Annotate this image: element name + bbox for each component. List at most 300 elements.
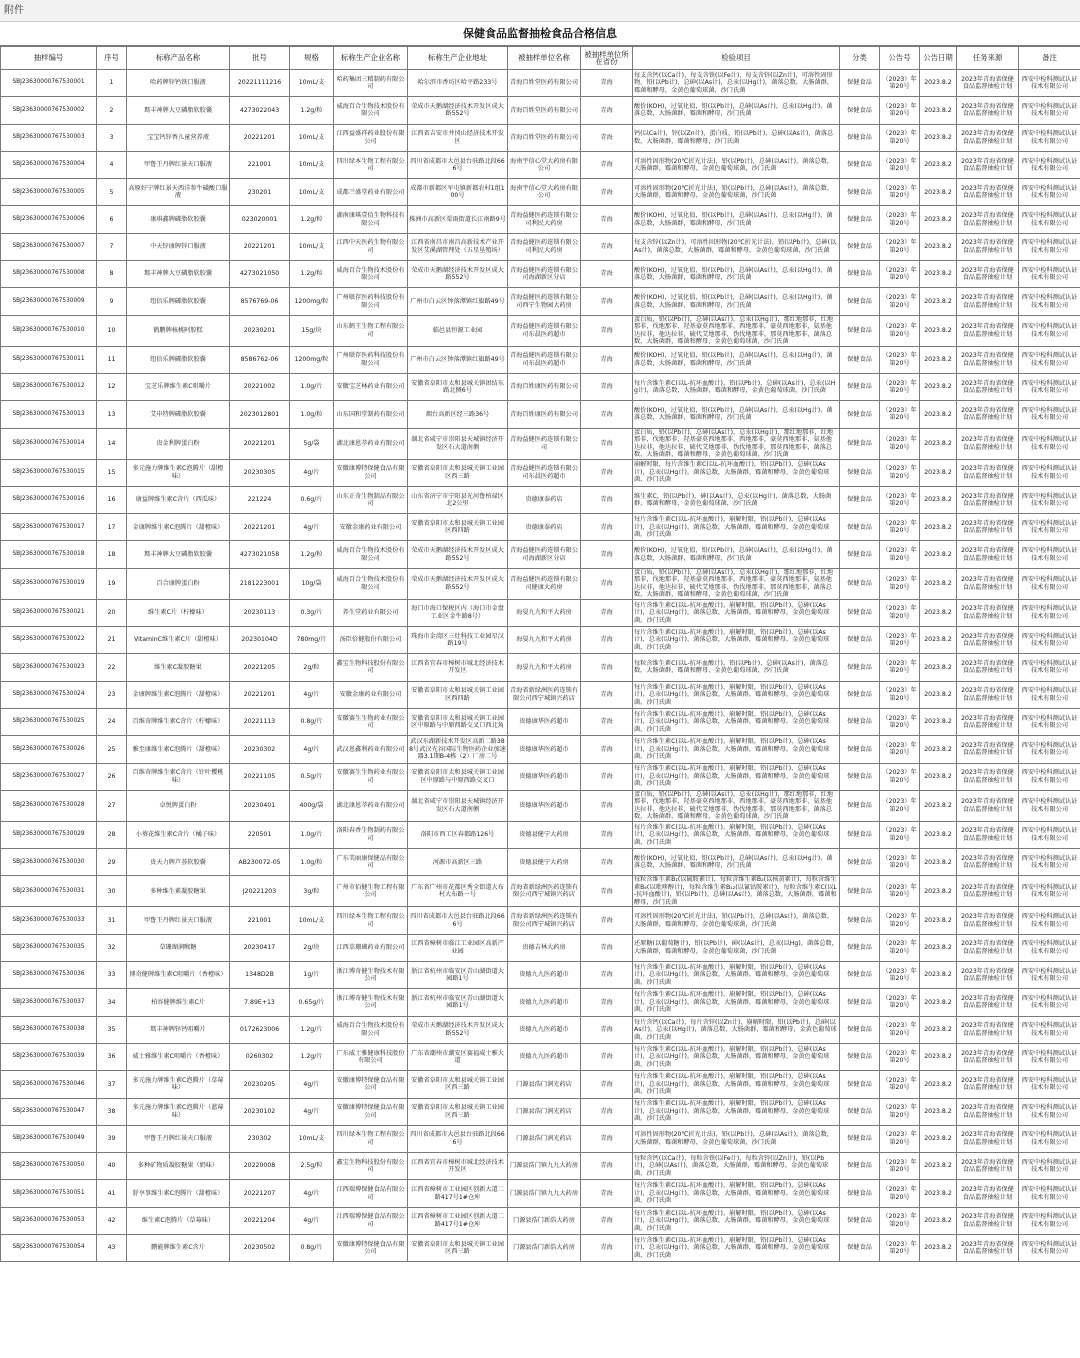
cell-manufacturer-address: 荣成市天鹅湖经济技术开发区成大路552号 <box>408 261 508 288</box>
cell-province: 青海 <box>581 206 633 233</box>
cell-index: 20 <box>97 599 127 626</box>
cell-manufacturer: 湖北康恩萃药业有限公司 <box>334 790 408 821</box>
cell-manufacturer: 浙江博奇健生物技术有限公司 <box>334 962 408 989</box>
cell-category: 保健食品 <box>840 934 880 961</box>
cell-batch: 20221201 <box>230 233 290 260</box>
cell-province: 青海 <box>581 1207 633 1234</box>
cell-remarks: 西安中检科测试认证技术有限公司 <box>1019 821 1080 848</box>
cell-province: 青海 <box>581 1016 633 1043</box>
table-row <box>1 1207 1080 1234</box>
cell-test-items: 每片含维生素C(以L-抗坏血酸计)，崩解时限，铅(以Pb计)，总砷(以As计)，总汞(以Hg计)，菌落总数，大肠菌群，霉菌和酵母，金黄色葡萄球菌，沙门氏菌 <box>633 821 840 848</box>
cell-task-source: 2023年青海省保健食品监督抽检计划 <box>957 315 1019 346</box>
cell-province: 青海 <box>581 568 633 599</box>
cell-sampled-unit: 海晏九九和平大药房 <box>508 654 581 681</box>
cell-category: 保健食品 <box>840 1207 880 1234</box>
cell-remarks: 西安中检科测试认证技术有限公司 <box>1019 346 1080 373</box>
cell-manufacturer: 浙江博奇健生物技术有限公司 <box>334 989 408 1016</box>
cell-task-source: 2023年青海省保健食品监督抽检计划 <box>957 401 1019 428</box>
cell-task-source: 2023年青海省保健食品监督抽检计划 <box>957 627 1019 654</box>
cell-product-name: 草珊瑚润喉糖 <box>127 934 230 961</box>
cell-notice-date: 2023.8.2 <box>920 763 957 790</box>
header-sampled-unit: 被抽样单位名称 <box>508 47 581 70</box>
cell-province: 青海 <box>581 821 633 848</box>
cell-spec: 0.3g/片 <box>290 599 334 626</box>
cell-manufacturer-address: 安徽省阜阳市太和县城关镇工业园区西三路 <box>408 1071 508 1098</box>
cell-manufacturer-address: 烟台高新区经三路36号 <box>408 401 508 428</box>
cell-index: 28 <box>97 821 127 848</box>
cell-product-name: 多元施力牌维生素C泡腾片（甜橙味） <box>127 459 230 486</box>
cell-spec: 1200mg/粒 <box>290 288 334 315</box>
cell-notice-number: （2023）年第20号 <box>880 1016 920 1043</box>
cell-manufacturer-address: 江西省南昌市南昌高新技术产业开发区艾溪湖管理处（五星垦殖场） <box>408 233 508 260</box>
cell-manufacturer: 四川绿本生物工程有限公司 <box>334 1125 408 1152</box>
cell-spec: 10mL/支 <box>290 179 334 206</box>
cell-province: 青海 <box>581 1043 633 1070</box>
cell-province: 青海 <box>581 763 633 790</box>
cell-product-name: 鹏能牌维生素C含片 <box>127 1234 230 1261</box>
cell-province: 青海 <box>581 627 633 654</box>
cell-batch: J20221203 <box>230 876 290 907</box>
cell-notice-date: 2023.8.2 <box>920 233 957 260</box>
cell-category: 保健食品 <box>840 907 880 934</box>
cell-manufacturer-address: 广州市白云区钟落潭镇红旗路49号 <box>408 346 508 373</box>
cell-test-items: 酸价(KOH)，过氧化值，铅(以Pb计)，总砷(以As计)，总汞(以Hg计)，菌落总数，大肠菌群，霉菌和酵母，沙门氏菌 <box>633 541 840 568</box>
cell-sample-id: SBJ23630000767530028 <box>1 790 97 821</box>
cell-product-name: 贵金利牌蛋白粉 <box>127 428 230 459</box>
cell-category: 保健食品 <box>840 486 880 513</box>
cell-sampled-unit: 门源县浩门润光药店 <box>508 1098 581 1125</box>
cell-notice-date: 2023.8.2 <box>920 179 957 206</box>
cell-index: 12 <box>97 373 127 400</box>
cell-manufacturer: 威海百合生物技术股份有限公司 <box>334 261 408 288</box>
cell-test-items: 蛋白质，铅(以Pb计)，总砷(以As计)，总汞(以Hg计)，那红地那非，红地那非，伐地那非，羟基豪莫西地那非，西地那非，豪莫西地那非，氨基他达拉非，他达拉非，硫代艾地那非，伪伐地那非，那莫西地那非，菌落总数，大肠菌群，霉菌和酵母，金黄色葡萄球菌，沙门氏菌 <box>633 315 840 346</box>
cell-index: 23 <box>97 681 127 708</box>
cell-task-source: 2023年青海省保健食品监督抽检计划 <box>957 1153 1019 1180</box>
cell-notice-number: （2023）年第20号 <box>880 821 920 848</box>
cell-notice-number: （2023）年第20号 <box>880 790 920 821</box>
cell-manufacturer: 广东美丽康保健品有限公司 <box>334 849 408 876</box>
cell-category: 保健食品 <box>840 315 880 346</box>
cell-sample-id: SBJ23630000767530014 <box>1 428 97 459</box>
cell-index: 5 <box>97 179 127 206</box>
cell-index: 41 <box>97 1180 127 1207</box>
cell-notice-date: 2023.8.2 <box>920 373 957 400</box>
cell-category: 保健食品 <box>840 346 880 373</box>
cell-sampled-unit: 贵德康华医药超市 <box>508 708 581 735</box>
cell-notice-number: （2023）年第20号 <box>880 151 920 178</box>
cell-spec: 0.8g/片 <box>290 708 334 735</box>
cell-sample-id: SBJ23630000767530011 <box>1 346 97 373</box>
table-row <box>1 599 1080 626</box>
cell-manufacturer-address: 安徽省阜阳市太和县城关镇工业园区中原路与中原西路交叉口西北角 <box>408 708 508 735</box>
cell-manufacturer-address: 江西省宜春市樟树市城北经济技术开发区 <box>408 1153 508 1180</box>
cell-test-items: 每支含锌(以Zn计)，可溶性固形物(20℃折光计法)，铅(以Pb计)，总砷(以As计)，菌落总数，大肠菌群，霉菌和酵母，金黄色葡萄球菌，沙门氏菌 <box>633 233 840 260</box>
cell-spec: 4g/片 <box>290 1207 334 1234</box>
cell-notice-date: 2023.8.2 <box>920 486 957 513</box>
cell-test-items: 可溶性固形物(20℃折光计法)，铅(以Pb计)，总砷(以As计)，菌落总数，大肠菌群，霉菌和酵母，金黄色葡萄球菌，沙门氏菌 <box>633 1125 840 1152</box>
cell-sampled-unit: 贵德康泰药店 <box>508 514 581 541</box>
cell-test-items: 酸价(KOH)，过氧化值，铅(以Pb计)，总砷(以As计)，总汞(以Hg计)，菌落总数，大肠菌群，霉菌和酵母，沙门氏菌 <box>633 97 840 124</box>
cell-spec: 1g/片 <box>290 962 334 989</box>
header-manufacturer: 标称生产企业名称 <box>334 47 408 70</box>
cell-product-name: 小葵花维生素C含片（橘子味） <box>127 821 230 848</box>
cell-test-items: 每片含维生素C(以L-抗坏血酸计)，崩解时限，铅(以Pb计)，总砷(以As计)，总汞(以Hg计)，菌落总数，大肠菌群，霉菌和酵母，金黄色葡萄球菌，沙门氏菌 <box>633 681 840 708</box>
cell-spec: 10mL/支 <box>290 1125 334 1152</box>
cell-category: 保健食品 <box>840 1125 880 1152</box>
cell-index: 17 <box>97 514 127 541</box>
cell-province: 青海 <box>581 1071 633 1098</box>
cell-product-name: 多种矿物质凝胶糖果（奶味） <box>127 1153 230 1180</box>
cell-sampled-unit: 门源县浩门润光药店 <box>508 1125 581 1152</box>
cell-task-source: 2023年青海省保健食品监督抽检计划 <box>957 124 1019 151</box>
cell-remarks: 西安中检科测试认证技术有限公司 <box>1019 849 1080 876</box>
cell-batch: AB230072-05 <box>230 849 290 876</box>
cell-sample-id: SBJ23630000767530012 <box>1 373 97 400</box>
cell-test-items: 钙(以Ca计)，锌(以Zn计)，蛋白质，铅(以Pb计)，总砷(以As计)，菌落总数，大肠菌群，霉菌和酵母，沙门氏菌 <box>633 124 840 151</box>
cell-test-items: 酸价(KOH)，过氧化值，铅(以Pb计)，总砷(以As计)，总汞(以Hg计)，菌落总数，大肠菌群，霉菌和酵母，沙门氏菌 <box>633 206 840 233</box>
header-manufacturer-address: 标称生产企业地址 <box>408 47 508 70</box>
cell-remarks: 西安中检科测试认证技术有限公司 <box>1019 70 1080 97</box>
cell-product-name: 甲鲁王丹牌红景天口服液 <box>127 907 230 934</box>
table-row <box>1 1098 1080 1125</box>
cell-batch: 20230305 <box>230 459 290 486</box>
cell-product-name: 哈药牌锌钙铁口服液 <box>127 70 230 97</box>
cell-task-source: 2023年青海省保健食品监督抽检计划 <box>957 1125 1019 1152</box>
cell-remarks: 西安中检科测试认证技术有限公司 <box>1019 876 1080 907</box>
cell-manufacturer-address: 广东省广州市花都区秀全街道大布村大布路一号 <box>408 876 508 907</box>
cell-province: 青海 <box>581 179 633 206</box>
cell-notice-date: 2023.8.2 <box>920 514 957 541</box>
cell-province: 青海 <box>581 315 633 346</box>
table-row <box>1 790 1080 821</box>
cell-test-items: 每片含维生素C(以L-抗坏血酸计)，崩解时限，铅(以Pb计)，总砷(以As计)，总汞(以Hg计)，菌落总数，大肠菌群，霉菌和酵母，金黄色葡萄球菌，沙门氏菌 <box>633 1071 840 1098</box>
table-header-row <box>1 47 1080 70</box>
cell-sample-id: SBJ23630000767530005 <box>1 179 97 206</box>
cell-product-name: 博奇健牌维生素C咀嚼片（香橙味） <box>127 962 230 989</box>
cell-test-items: 每粒含维生素C(以L-抗坏血酸计)，铅(以Pb计)，总砷(以As计)，菌落总数，大肠菌群，霉菌和酵母，金黄色葡萄球菌，沙门氏菌 <box>633 654 840 681</box>
cell-spec: 10g/袋 <box>290 568 334 599</box>
cell-task-source: 2023年青海省保健食品监督抽检计划 <box>957 70 1019 97</box>
cell-test-items: 每片含维生素C(以L-抗坏血酸计)，崩解时限，铅(以Pb计)，总砷(以As计)，总汞(以Hg计)，菌落总数，大肠菌群，霉菌和酵母，金黄色葡萄球菌，沙门氏菌 <box>633 1043 840 1070</box>
cell-task-source: 2023年青海省保健食品监督抽检计划 <box>957 654 1019 681</box>
cell-remarks: 西安中检科测试认证技术有限公司 <box>1019 233 1080 260</box>
table-row <box>1 401 1080 428</box>
cell-province: 青海 <box>581 849 633 876</box>
cell-sampled-unit: 青海益健医药连锁有限公司东晨医药超市 <box>508 315 581 346</box>
cell-sampled-unit: 青海益健医药连锁有限公司西宁生物园大药房 <box>508 288 581 315</box>
cell-manufacturer-address: 洛阳市西工区春都路126号 <box>408 821 508 848</box>
cell-province: 青海 <box>581 261 633 288</box>
table-row <box>1 288 1080 315</box>
cell-manufacturer: 安徽康博特保健食品有限公司 <box>334 1098 408 1125</box>
cell-sample-id: SBJ23630000767530003 <box>1 124 97 151</box>
cell-remarks: 西安中检科测试认证技术有限公司 <box>1019 459 1080 486</box>
cell-notice-number: （2023）年第20号 <box>880 97 920 124</box>
cell-spec: 0.8g/片 <box>290 1234 334 1261</box>
cell-task-source: 2023年青海省保健食品监督抽检计划 <box>957 989 1019 1016</box>
cell-manufacturer-address: 安徽省阜阳市太和县城关镇工业园区西三路 <box>408 1098 508 1125</box>
cell-category: 保健食品 <box>840 151 880 178</box>
cell-batch: 20230102 <box>230 1098 290 1125</box>
cell-sample-id: SBJ23630000767530006 <box>1 206 97 233</box>
cell-test-items: 每片含维生素C(以L-抗坏血酸计)，崩解时限，铅(以Pb计)，总砷(以As计)，总汞(以Hg计)，菌落总数，大肠菌群，霉菌和酵母，金黄色葡萄球菌，沙门氏菌 <box>633 989 840 1016</box>
cell-spec: 1.2g/粒 <box>290 206 334 233</box>
cell-index: 8 <box>97 261 127 288</box>
cell-province: 青海 <box>581 97 633 124</box>
cell-notice-date: 2023.8.2 <box>920 428 957 459</box>
cell-category: 保健食品 <box>840 401 880 428</box>
cell-notice-date: 2023.8.2 <box>920 989 957 1016</box>
cell-manufacturer: 广州市佰健生物工程有限公司 <box>334 876 408 907</box>
cell-product-name: 甲鲁王丹牌红景天口服液 <box>127 1125 230 1152</box>
cell-spec: 1.2g/片 <box>290 1043 334 1070</box>
table-row <box>1 459 1080 486</box>
cell-task-source: 2023年青海省保健食品监督抽检计划 <box>957 541 1019 568</box>
cell-manufacturer: 江西草珊瑚药业有限公司 <box>334 934 408 961</box>
cell-category: 保健食品 <box>840 763 880 790</box>
cell-manufacturer-address: 江西省樟树市工业园区创新大道二路417号1#仓库 <box>408 1207 508 1234</box>
cell-notice-number: （2023）年第20号 <box>880 70 920 97</box>
cell-category: 保健食品 <box>840 849 880 876</box>
cell-sampled-unit: 贵德吉林大药房 <box>508 934 581 961</box>
cell-product-name: 高原好宁牌红景天西洋参牛磺酸口服液 <box>127 179 230 206</box>
cell-spec: 4g/片 <box>290 1098 334 1125</box>
cell-notice-date: 2023.8.2 <box>920 1071 957 1098</box>
cell-notice-number: （2023）年第20号 <box>880 1098 920 1125</box>
cell-manufacturer-address: 浙江省杭州市临安区青山湖街道大园路1号 <box>408 962 508 989</box>
cell-sample-id: SBJ23630000767530038 <box>1 1016 97 1043</box>
cell-sampled-unit: 门源县浩门镇九九大药房 <box>508 1180 581 1207</box>
cell-remarks: 西安中检科测试认证技术有限公司 <box>1019 1153 1080 1180</box>
cell-manufacturer-address: 江西省樟树市临江工业园区高新产业园 <box>408 934 508 961</box>
cell-sample-id: SBJ23630000767530004 <box>1 151 97 178</box>
cell-batch: 20230302 <box>230 736 290 763</box>
cell-sample-id: SBJ23630000767530008 <box>1 261 97 288</box>
cell-sampled-unit: 青海益健医药连锁有限公司健康大药房 <box>508 568 581 599</box>
cell-sample-id: SBJ23630000767530047 <box>1 1098 97 1125</box>
cell-spec: 4g/片 <box>290 459 334 486</box>
cell-notice-number: （2023）年第20号 <box>880 346 920 373</box>
cell-manufacturer-address: 湖北省咸宁市崇阳县天城镇经济开发区石大道南侧 <box>408 790 508 821</box>
cell-category: 保健食品 <box>840 876 880 907</box>
header-remarks: 备注 <box>1019 47 1080 70</box>
cell-manufacturer: 哈药集团三精制药有限公司 <box>334 70 408 97</box>
cell-product-name: 金康牌维生素C泡腾片（甜橙味） <box>127 514 230 541</box>
cell-sampled-unit: 门源县浩门新浩大药房 <box>508 1207 581 1234</box>
cell-manufacturer-address: 荣成市天鹅湖经济技术开发区成大路552号 <box>408 568 508 599</box>
table-body <box>1 70 1080 1262</box>
cell-sampled-unit: 贵德九九医药超市 <box>508 1016 581 1043</box>
table-row <box>1 1043 1080 1070</box>
cell-spec: 4g/片 <box>290 1180 334 1207</box>
cell-task-source: 2023年青海省保健食品监督抽检计划 <box>957 681 1019 708</box>
cell-province: 青海 <box>581 989 633 1016</box>
cell-sample-id: SBJ23630000767530050 <box>1 1153 97 1180</box>
cell-sampled-unit: 青海益健医药连锁有限公司利民大药房 <box>508 206 581 233</box>
cell-batch: 221001 <box>230 907 290 934</box>
cell-test-items: 可溶性固形物(20℃折光计法)，铅(以Pb计)，总砷(以As计)，菌落总数，大肠菌群，霉菌和酵母，金黄色葡萄球菌，沙门氏菌 <box>633 179 840 206</box>
cell-product-name: 艾申特牌磷脂软胶囊 <box>127 401 230 428</box>
cell-notice-number: （2023）年第20号 <box>880 459 920 486</box>
cell-spec: 0.6g/片 <box>290 486 334 513</box>
cell-index: 7 <box>97 233 127 260</box>
cell-notice-number: （2023）年第20号 <box>880 568 920 599</box>
cell-manufacturer: 成都兰盛堂药业有限公司 <box>334 179 408 206</box>
cell-notice-date: 2023.8.2 <box>920 821 957 848</box>
cell-manufacturer-address: 安徽省阜阳市太和县城关镇团结东路北侧6号 <box>408 373 508 400</box>
cell-notice-date: 2023.8.2 <box>920 97 957 124</box>
cell-spec: 4g/片 <box>290 1071 334 1098</box>
cell-sampled-unit: 门源县浩门镇九九大药房 <box>508 1153 581 1180</box>
cell-task-source: 2023年青海省保健食品监督抽检计划 <box>957 233 1019 260</box>
cell-remarks: 西安中检科测试认证技术有限公司 <box>1019 514 1080 541</box>
cell-category: 保健食品 <box>840 1234 880 1261</box>
cell-province: 青海 <box>581 1098 633 1125</box>
cell-product-name: 金康牌维生素C泡腾片（甜橙味） <box>127 681 230 708</box>
table-row <box>1 907 1080 934</box>
cell-manufacturer: 江西益盛祥药业股份有限公司 <box>334 124 408 151</box>
cell-manufacturer-address: 安徽省阜阳市太和县城关镇工业园区西三路 <box>408 1234 508 1261</box>
cell-product-name: 百维奇牌维生素C含片（柠檬味） <box>127 708 230 735</box>
cell-province: 青海 <box>581 288 633 315</box>
cell-sample-id: SBJ23630000767530054 <box>1 1234 97 1261</box>
cell-category: 保健食品 <box>840 736 880 763</box>
cell-manufacturer: 洛阳春香生物制药有限公司 <box>334 821 408 848</box>
cell-batch: 221224 <box>230 486 290 513</box>
cell-remarks: 西安中检科测试认证技术有限公司 <box>1019 261 1080 288</box>
cell-category: 保健食品 <box>840 708 880 735</box>
cell-category: 保健食品 <box>840 821 880 848</box>
cell-remarks: 西安中检科测试认证技术有限公司 <box>1019 681 1080 708</box>
cell-remarks: 西安中检科测试认证技术有限公司 <box>1019 428 1080 459</box>
cell-manufacturer: 四川绿本生物工程有限公司 <box>334 151 408 178</box>
cell-spec: 1.2g/粒 <box>290 261 334 288</box>
cell-remarks: 西安中检科测试认证技术有限公司 <box>1019 1016 1080 1043</box>
cell-notice-number: （2023）年第20号 <box>880 1043 920 1070</box>
cell-spec: 10mL/支 <box>290 233 334 260</box>
cell-task-source: 2023年青海省保健食品监督抽检计划 <box>957 934 1019 961</box>
cell-spec: 2g/块 <box>290 934 334 961</box>
cell-notice-number: （2023）年第20号 <box>880 736 920 763</box>
cell-spec: 1.0g/粒 <box>290 849 334 876</box>
cell-test-items: 酸价(KOH)，过氧化值，铅(以Pb计)，总砷(以As计)，总汞(以Hg计)，菌落总数，大肠菌群，霉菌和酵母，沙门氏菌 <box>633 288 840 315</box>
cell-sampled-unit: 青海益健医药连锁有限公司东晨医药超市 <box>508 459 581 486</box>
cell-notice-number: （2023）年第20号 <box>880 681 920 708</box>
cell-notice-number: （2023）年第20号 <box>880 1071 920 1098</box>
cell-task-source: 2023年青海省保健食品监督抽检计划 <box>957 1016 1019 1043</box>
cell-manufacturer: 安徽宝芝林药业有限公司 <box>334 373 408 400</box>
cell-task-source: 2023年青海省保健食品监督抽检计划 <box>957 876 1019 907</box>
cell-notice-date: 2023.8.2 <box>920 627 957 654</box>
table-row <box>1 541 1080 568</box>
cell-task-source: 2023年青海省保健食品监督抽检计划 <box>957 1043 1019 1070</box>
cell-notice-date: 2023.8.2 <box>920 70 957 97</box>
cell-product-name: 威士雅维生素C咀嚼片（香橙味） <box>127 1043 230 1070</box>
cell-category: 保健食品 <box>840 70 880 97</box>
cell-sample-id: SBJ23630000767530001 <box>1 70 97 97</box>
cell-task-source: 2023年青海省保健食品监督抽检计划 <box>957 1180 1019 1207</box>
cell-manufacturer: 江西瑞博保健食品有限公司 <box>334 1207 408 1234</box>
cell-manufacturer: 山东鹤王生物工程有限公司 <box>334 315 408 346</box>
cell-manufacturer: 江西中天医药生物有限公司 <box>334 233 408 260</box>
cell-sampled-unit: 海晏九九和平大药房 <box>508 627 581 654</box>
cell-province: 青海 <box>581 373 633 400</box>
cell-sample-id: SBJ23630000767530035 <box>1 934 97 961</box>
header-test-items: 检验项目 <box>633 47 840 70</box>
cell-notice-date: 2023.8.2 <box>920 790 957 821</box>
cell-spec: 1200mg/粒 <box>290 346 334 373</box>
cell-task-source: 2023年青海省保健食品监督抽检计划 <box>957 708 1019 735</box>
cell-sampled-unit: 贵德康华医药超市 <box>508 763 581 790</box>
cell-sample-id: SBJ23630000767530022 <box>1 627 97 654</box>
cell-product-name: 维生素C片（柠檬味） <box>127 599 230 626</box>
cell-index: 31 <box>97 907 127 934</box>
cell-index: 35 <box>97 1016 127 1043</box>
cell-remarks: 西安中检科测试认证技术有限公司 <box>1019 934 1080 961</box>
cell-test-items: 每支含钙(以Ca计)，每支含铁(以Fe计)，每支含锌(以Zn计)，可溶性固形物，铅(以Pb计)，总砷(以As计)，总汞(以Hg计)，菌落总数，大肠菌群，霉菌和酵母，金黄色葡萄球菌，沙门氏菌 <box>633 70 840 97</box>
cell-notice-number: （2023）年第20号 <box>880 514 920 541</box>
cell-notice-number: （2023）年第20号 <box>880 428 920 459</box>
cell-index: 43 <box>97 1234 127 1261</box>
cell-task-source: 2023年青海省保健食品监督抽检计划 <box>957 1098 1019 1125</box>
cell-manufacturer: 山东国和堂制药有限公司 <box>334 401 408 428</box>
table-row <box>1 151 1080 178</box>
cell-test-items: 可溶性固形物(20℃折光计法)，铅(以Pb计)，总砷(以As计)，菌落总数，大肠菌群，霉菌和酵母，金黄色葡萄球菌，沙门氏菌 <box>633 151 840 178</box>
cell-province: 青海 <box>581 654 633 681</box>
cell-manufacturer-address: 山东省济宁市宁阳县光河鲁柏禄区北2公里 <box>408 486 508 513</box>
attachment-label: 附件 <box>0 0 1080 22</box>
cell-product-name: 瑪丰神牌大豆磷脂软胶囊 <box>127 261 230 288</box>
cell-remarks: 西安中检科测试认证技术有限公司 <box>1019 401 1080 428</box>
cell-batch: 0260302 <box>230 1043 290 1070</box>
cell-sample-id: SBJ23630000767530027 <box>1 763 97 790</box>
table-row <box>1 1016 1080 1043</box>
cell-sampled-unit: 青海益健医药连锁有限公司东晨医药超市 <box>508 346 581 373</box>
cell-test-items: 蛋白质，铅(以Pb计)，总砷(以As计)，总汞(以Hg计)，那红地那非，红地那非，伐地那非，羟基豪莫西地那非，西地那非，豪莫西地那非，氨基他达拉非，他达拉非，硫代艾地那非，伪伐地那非，那莫西地那非，菌落总数，大肠菌群，霉菌和酵母，金黄色葡萄球菌，沙门氏菌 <box>633 790 840 821</box>
cell-province: 青海 <box>581 401 633 428</box>
cell-test-items: 每片含维生素C(以L-抗坏血酸计)，崩解时限，铅(以Pb计)，总砷(以As计)，总汞(以Hg计)，菌落总数，大肠菌群，霉菌和酵母，金黄色葡萄球菌，沙门氏菌 <box>633 1207 840 1234</box>
cell-spec: 1.2g/粒 <box>290 97 334 124</box>
cell-product-name: 多种维生素凝胶糖果 <box>127 876 230 907</box>
cell-batch: 20221105 <box>230 763 290 790</box>
cell-remarks: 西安中检科测试认证技术有限公司 <box>1019 151 1080 178</box>
cell-notice-number: （2023）年第20号 <box>880 763 920 790</box>
cell-province: 青海 <box>581 708 633 735</box>
cell-spec: 2.5g/粒 <box>290 1153 334 1180</box>
table-row <box>1 654 1080 681</box>
inspection-table <box>0 46 1080 1262</box>
cell-notice-number: （2023）年第20号 <box>880 179 920 206</box>
cell-category: 保健食品 <box>840 654 880 681</box>
table-row <box>1 206 1080 233</box>
cell-notice-date: 2023.8.2 <box>920 1234 957 1261</box>
cell-sampled-unit: 贵德康泰药店 <box>508 486 581 513</box>
table-row <box>1 346 1080 373</box>
cell-manufacturer-address: 广州市白云区钟落潭镇红旗路49号 <box>408 288 508 315</box>
header-index: 序号 <box>97 47 127 70</box>
cell-sampled-unit: 青海百姓堂医药有限公司 <box>508 97 581 124</box>
cell-spec: 3g/粒 <box>290 876 334 907</box>
cell-sampled-unit: 青海百姓堂医药有限公司 <box>508 70 581 97</box>
cell-manufacturer: 四川绿本生物工程有限公司 <box>334 907 408 934</box>
cell-category: 保健食品 <box>840 541 880 568</box>
cell-product-name: 康益牌维生素C含片（西瓜味） <box>127 486 230 513</box>
table-row <box>1 763 1080 790</box>
cell-sampled-unit: 青海百姓康医药有限公司 <box>508 401 581 428</box>
cell-index: 22 <box>97 654 127 681</box>
cell-sample-id: SBJ23630000767530016 <box>1 486 97 513</box>
header-product-name: 标称产品名称 <box>127 47 230 70</box>
